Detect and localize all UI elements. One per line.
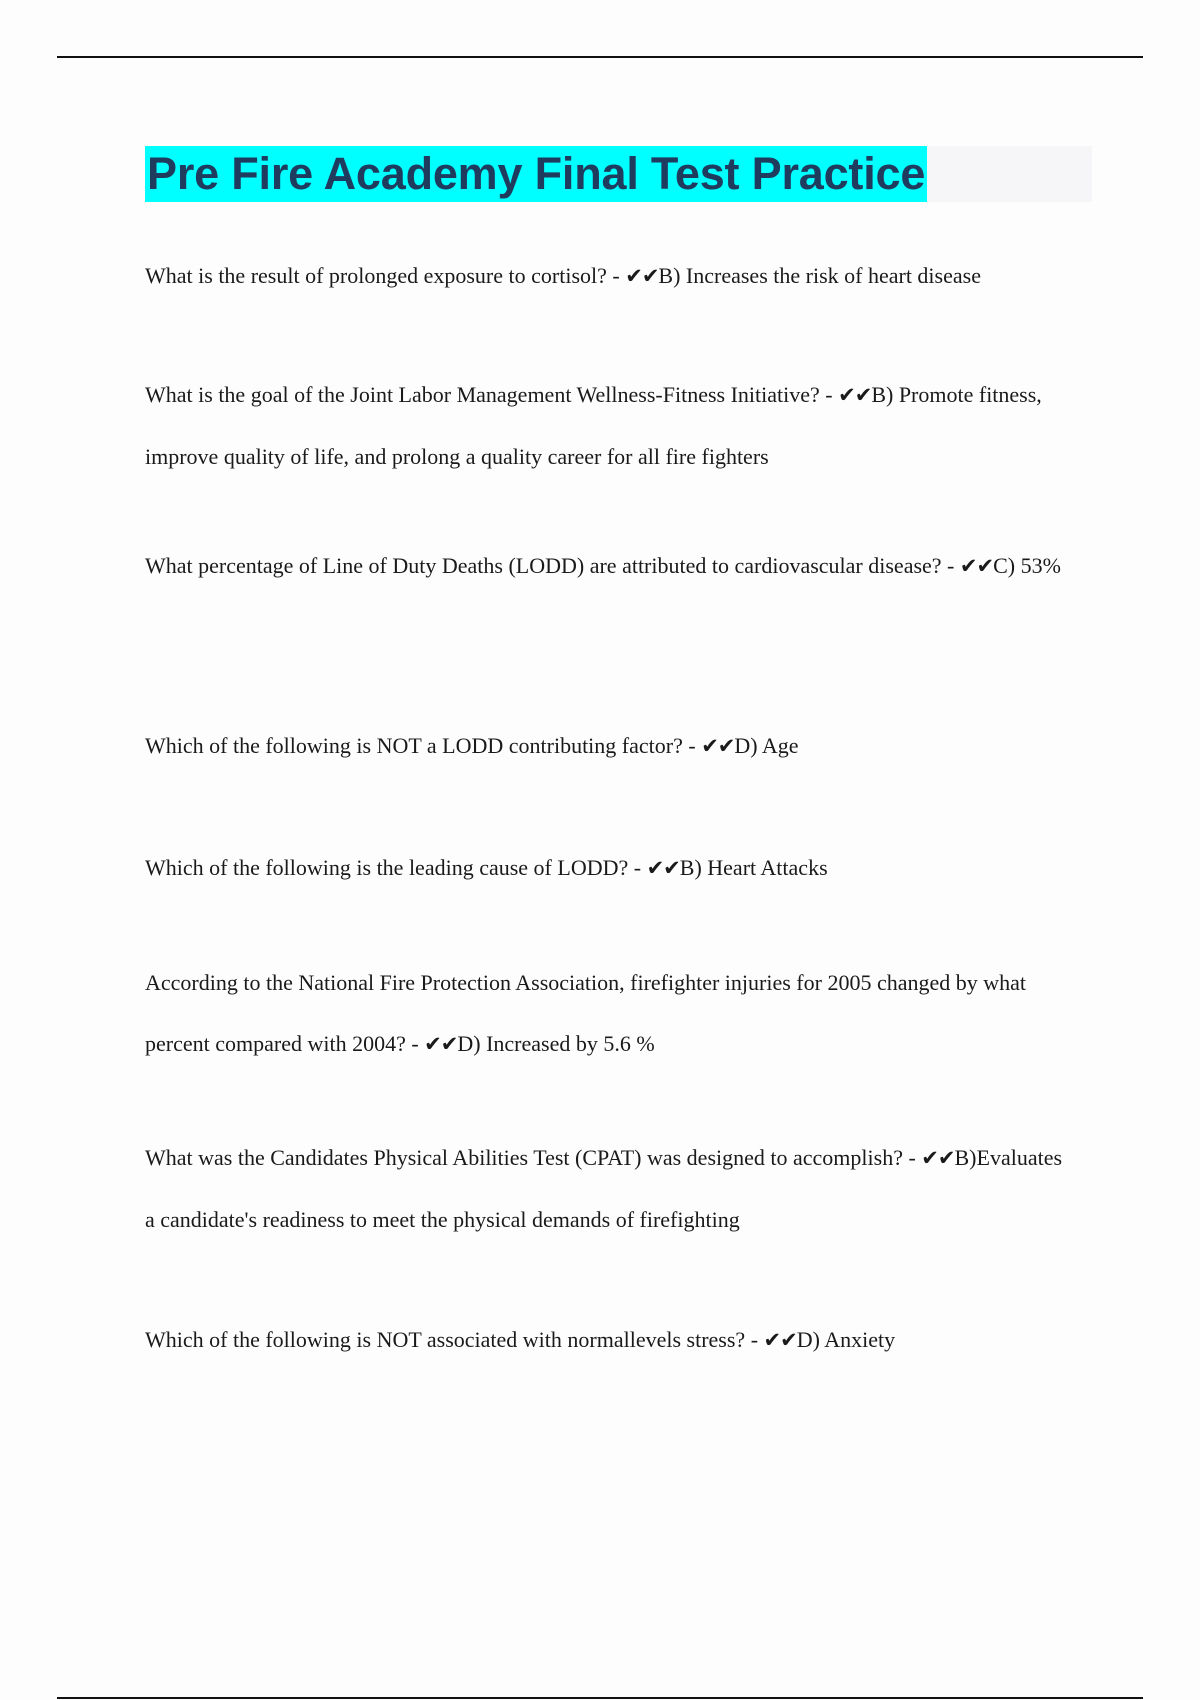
- answer-text: D) Anxiety: [796, 1327, 896, 1352]
- answer-text: B) Increases the risk of heart disease: [658, 263, 981, 288]
- double-check-icon: ✔✔: [424, 1032, 458, 1056]
- question-text: Which of the following is the leading cause of LODD? -: [145, 855, 642, 880]
- qa-item: [145, 245, 1075, 307]
- answer-text: D) Increased by 5.6 %: [457, 1031, 655, 1056]
- qa-item: [145, 715, 1075, 777]
- question-text: Which of the following is NOT associated with normallevels stress? -: [145, 1327, 759, 1352]
- double-check-icon: ✔✔: [701, 734, 735, 758]
- answer-text: D) Age: [734, 733, 799, 758]
- question-text: What percentage of Line of Duty Deaths (LODD) are attributed to cardiovascular disease? -: [145, 553, 955, 578]
- page-title: Pre Fire Academy Final Test Practice: [145, 146, 927, 202]
- question-text: What is the result of prolonged exposure to cortisol? -: [145, 263, 620, 288]
- double-check-icon: ✔✔: [921, 1146, 955, 1170]
- double-check-icon: ✔✔: [763, 1328, 797, 1352]
- footer-rule: [57, 1697, 1143, 1699]
- double-check-icon: ✔✔: [959, 554, 994, 578]
- question-text: What is the goal of the Joint Labor Management Wellness-Fitness Initiative? -: [145, 382, 833, 407]
- double-check-icon: ✔✔: [838, 383, 872, 407]
- question-text: Which of the following is NOT a LODD contributing factor? -: [145, 733, 696, 758]
- question-text: According to the National Fire Protection Association, firefighter injuries for 2005 changed by what percent compared with 2004? -: [145, 970, 1026, 1056]
- answer-text: B) Heart Attacks: [679, 855, 828, 880]
- qa-item: [145, 952, 1075, 1075]
- double-check-icon: ✔✔: [646, 856, 680, 880]
- qa-item: [145, 364, 1075, 487]
- qa-item: [145, 535, 1075, 597]
- header-rule: [57, 56, 1143, 58]
- answer-text: B)Evaluates a candidate's readiness to meet the physical demands of firefighting: [145, 1145, 1063, 1232]
- double-check-icon: ✔✔: [625, 264, 659, 288]
- qa-item: [145, 1127, 1075, 1250]
- answer-text: B) Promote fitness, improve quality of life, and prolong a quality career for all fire fighters: [145, 382, 1042, 469]
- qa-item: [145, 1309, 1075, 1371]
- qa-item: [145, 837, 1075, 899]
- answer-text: C) 53%: [993, 553, 1061, 578]
- question-text: What was the Candidates Physical Abilities Test (CPAT) was designed to accomplish? -: [145, 1145, 916, 1170]
